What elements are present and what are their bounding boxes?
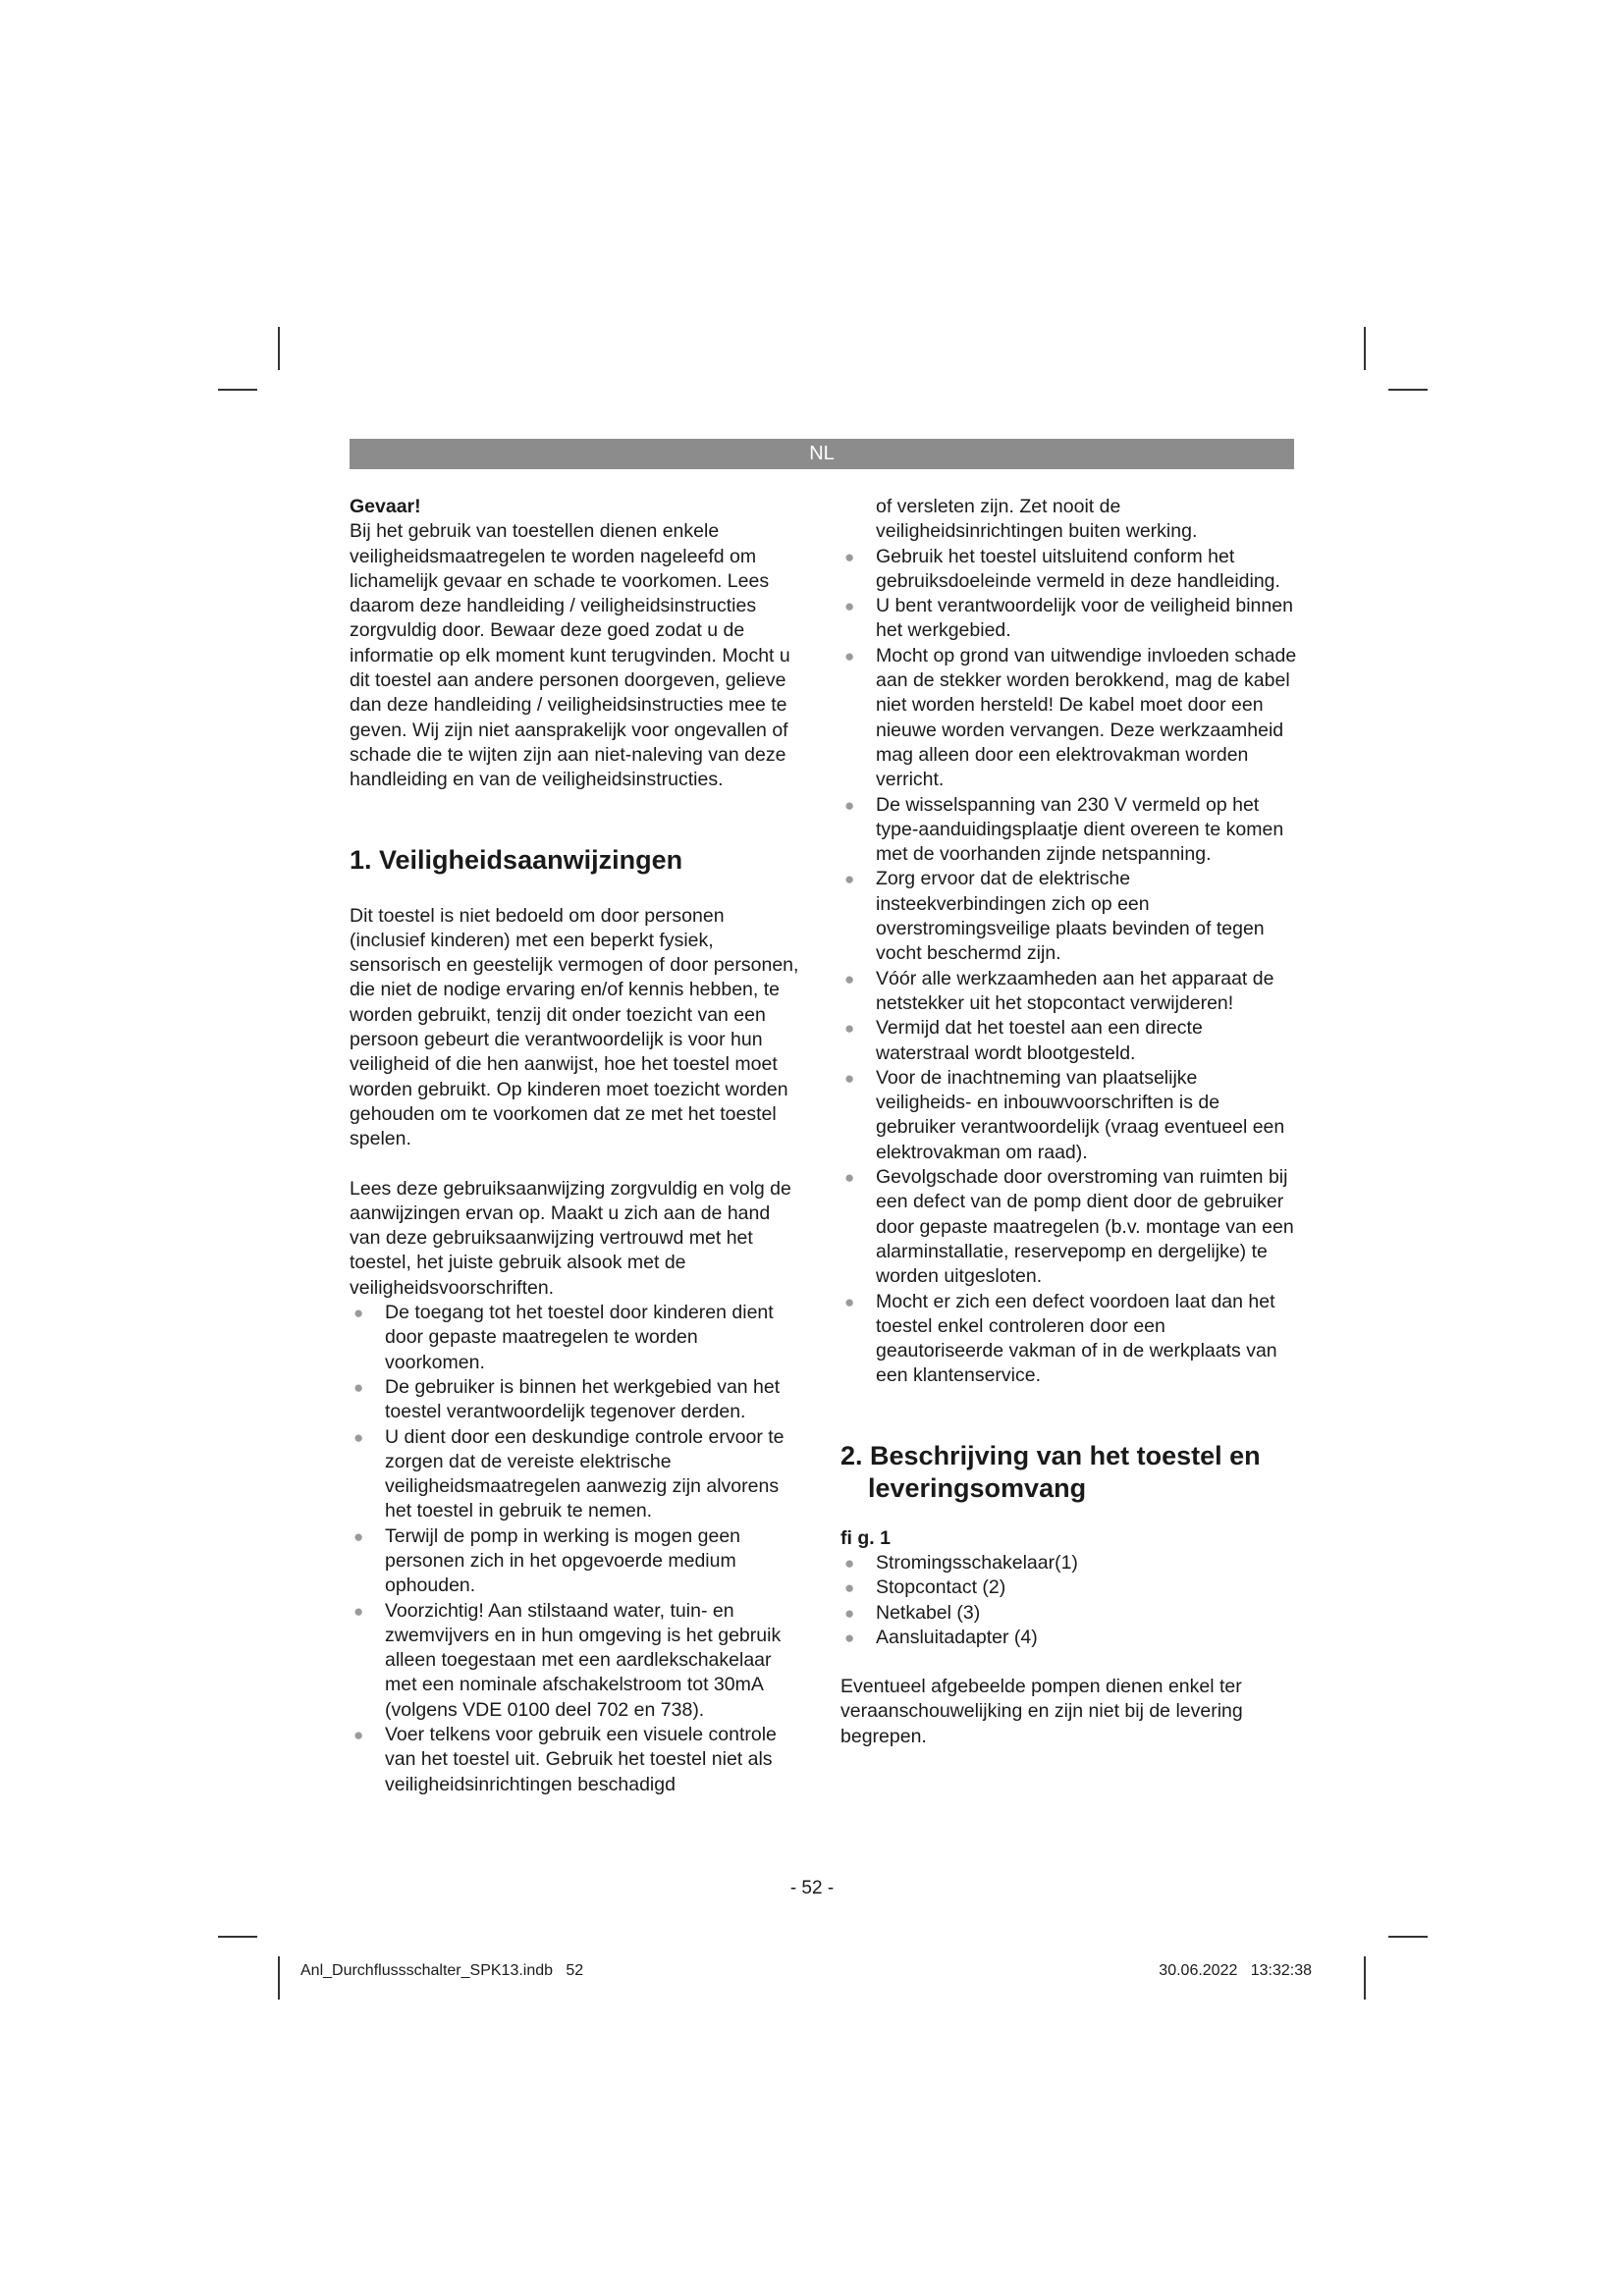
bullet-icon: ● [353, 1304, 364, 1323]
list-item: ● Terwijl de pomp in werking is mogen geen personen zich in het opgevoerde medium ophouden. [353, 1524, 741, 1597]
list-item: ● Zorg ervoor dat de elektrische insteekverbindingen zich op een overstromingsveilige plaats bevinden of tegen vocht beschermd zijn. [844, 868, 1265, 965]
bullet-icon: ● [353, 1526, 364, 1546]
crop-mark [1388, 1936, 1428, 1938]
component-list [840, 1551, 1298, 1650]
warning-text: Bij het gebruik van toestellen dienen enkele veiligheidsmaatregelen te worden nageleefd om lichamelijk gevaar en schade te voorkomen. Lees daarom deze handleiding / veiligheidsinstructies zorgvuldig door. Bewaar deze goed zodat u de informatie op elk moment kunt terugvinden. Mocht u dit toestel aan andere personen doorgeven, gelieve dan deze handleiding / veiligheidsinstructies mee te geven. Wij zijn niet aansprakelijk voor ongevallen of schade die te wijten zijn aan niet-naleving van deze handleiding en van de veiligheidsinstructies. [350, 520, 790, 791]
bullet-icon: ● [844, 1292, 855, 1311]
list-item: ● Voorzichtig! Aan stilstaand water, tuin- en zwemvijvers en in hun omgeving is het gebruik alleen toegestaan met een aardlekschakelaar met een nominale afschakelstroom tot 30mA (volgens VDE 0100 deel 702 en 738). [353, 1599, 782, 1721]
bullet-icon: ● [844, 1553, 855, 1573]
list-item: ● Vóór alle werkzaamheden aan het apparaat de netstekker uit het stopcontact verwijderen! [844, 967, 1274, 1014]
crop-mark [1388, 389, 1428, 391]
right-column [840, 495, 1298, 1749]
figure-label: fi g. 1 [840, 1526, 891, 1549]
list-item: ● Mocht op grond van uitwendige invloeden schade aan de stekker worden berokkend, mag de kabel niet worden hersteld! De kabel moet door een nieuwe worden vervangen. Deze werkzaamheid mag alleen door een elektrovakman worden verricht. [844, 644, 1297, 791]
continuation-text: of versleten zijn. Zet nooit de veiligheidsinrichtingen buiten werking. [876, 496, 1198, 543]
closing-text: Eventueel afgebeelde pompen dienen enkel ter veraanschouwelijking en zijn niet bij de levering begrepen. [840, 1676, 1243, 1747]
list-item: ● Vermijd dat het toestel aan een directe waterstraal wordt blootgesteld. [844, 1017, 1203, 1064]
paragraph-persons: Dit toestel is niet bedoeld om door personen (inclusief kinderen) met een beperkt fysiek, sensorisch en geestelijk vermogen of door personen, die niet de nodige ervaring en/of kennis hebben, te worden gebruikt, tenzij dit onder toezicht van een persoon gebeurt die verantwoordelijk is voor hun veiligheid of die hen aanwijst, hoe het toestel moet worden gebruikt. Op kinderen moet toezicht worden gehouden om te voorkomen dat ze met het toestel spelen. [350, 904, 799, 1150]
list-item: ● Aansluitadapter (4) [840, 1626, 1298, 1650]
language-header-bar: NL [350, 439, 1294, 469]
bullet-icon: ● [844, 969, 855, 988]
bullet-icon: ● [844, 1019, 855, 1039]
bullet-icon: ● [844, 1603, 855, 1623]
safety-list-right [840, 545, 1298, 1389]
bullet-icon: ● [844, 597, 855, 616]
bullet-icon: ● [844, 1578, 855, 1598]
bullet-icon: ● [844, 1168, 855, 1188]
crop-mark [278, 1956, 280, 2000]
crop-mark [1364, 327, 1366, 370]
list-item: ● Gebruik het toestel uitsluitend conform het gebruiksdoeleinde vermeld in deze handleiding. [844, 545, 1280, 592]
bullet-icon: ● [844, 795, 855, 815]
bullet-icon: ● [844, 870, 855, 889]
safety-list-left [350, 1301, 801, 1797]
bullet-icon: ● [844, 1628, 855, 1647]
crop-mark [218, 389, 257, 391]
list-item: ● Gevolgschade door overstroming van ruimten bij een defect van de pomp dient door de gebruiker door gepaste maatregelen (b.v. montage van een alarminstallatie, reservepomp en dergelijke) te worden uitgesloten. [844, 1166, 1294, 1288]
list-item: ● De gebruiker is binnen het werkgebied van het toestel verantwoordelijk tegenover derden. [353, 1375, 781, 1423]
bullet-icon: ● [353, 1601, 364, 1621]
section-2-title: 2. Beschrijving van het toestel en leveringsomvang [840, 1440, 1261, 1503]
crop-mark [218, 1936, 257, 1938]
bullet-icon: ● [844, 646, 855, 666]
crop-mark [1364, 1956, 1366, 2000]
footer-date-time: 30.06.2022 13:32:38 [1159, 1962, 1312, 1979]
bullet-icon: ● [353, 1377, 364, 1397]
bullet-icon: ● [353, 1427, 364, 1447]
list-item: ● U bent verantwoordelijk voor de veiligheid binnen het werkgebied. [844, 595, 1293, 642]
list-item: ● Netkabel (3) [840, 1601, 1298, 1626]
list-item: ● De toegang tot het toestel door kinderen dient door gepaste maatregelen te worden voorkomen. [353, 1302, 774, 1373]
left-column [350, 495, 801, 1797]
list-item: ● Voor de inachtneming van plaatselijke veiligheids- en inbouwvoorschriften is de gebruiker verantwoordelijk (vraag eventueel een elektrovakman om raad). [844, 1066, 1285, 1163]
bullet-icon: ● [844, 547, 855, 566]
crop-mark [278, 327, 280, 370]
footer-file-name: Anl_Durchflussschalter_SPK13.indb 52 [300, 1962, 584, 1979]
bullet-icon: ● [353, 1726, 364, 1745]
list-item: ● Stromingsschakelaar(1) [840, 1551, 1298, 1575]
list-item: ● Mocht er zich een defect voordoen laat dan het toestel enkel controleren door een geautoriseerde vakman of in de werkplaats van een klantenservice. [844, 1290, 1277, 1387]
list-item: ● Voer telkens voor gebruik een visuele controle van het toestel uit. Gebruik het toestel niet als veiligheidsinrichtingen beschadigd [353, 1724, 777, 1795]
bullet-icon: ● [844, 1068, 855, 1088]
list-item: ● U dient door een deskundige controle ervoor te zorgen dat de vereiste elektrische veiligheidsmaatregelen aanwezig zijn alvorens het toestel in gebruik te nemen. [353, 1425, 785, 1522]
list-item: ● Stopcontact (2) [840, 1575, 1298, 1600]
warning-title: Gevaar! [350, 496, 421, 517]
page-number: - 52 - [789, 1878, 835, 1898]
section-1-title: 1. Veiligheidsaanwijzingen [350, 844, 683, 875]
paragraph-instructions: Lees deze gebruiksaanwijzing zorgvuldig en volg de aanwijzingen ervan op. Maakt u zich aan de hand van deze gebruiksaanwijzing vertrouwd met het toestel, het juiste gebruik alsook met de veiligheidsvoorschriften. [350, 1177, 791, 1299]
list-item: ● De wisselspanning van 230 V vermeld op het type-aanduidingsplaatje dient overeen te komen met de voorhanden zijnde netspanning. [844, 793, 1284, 866]
